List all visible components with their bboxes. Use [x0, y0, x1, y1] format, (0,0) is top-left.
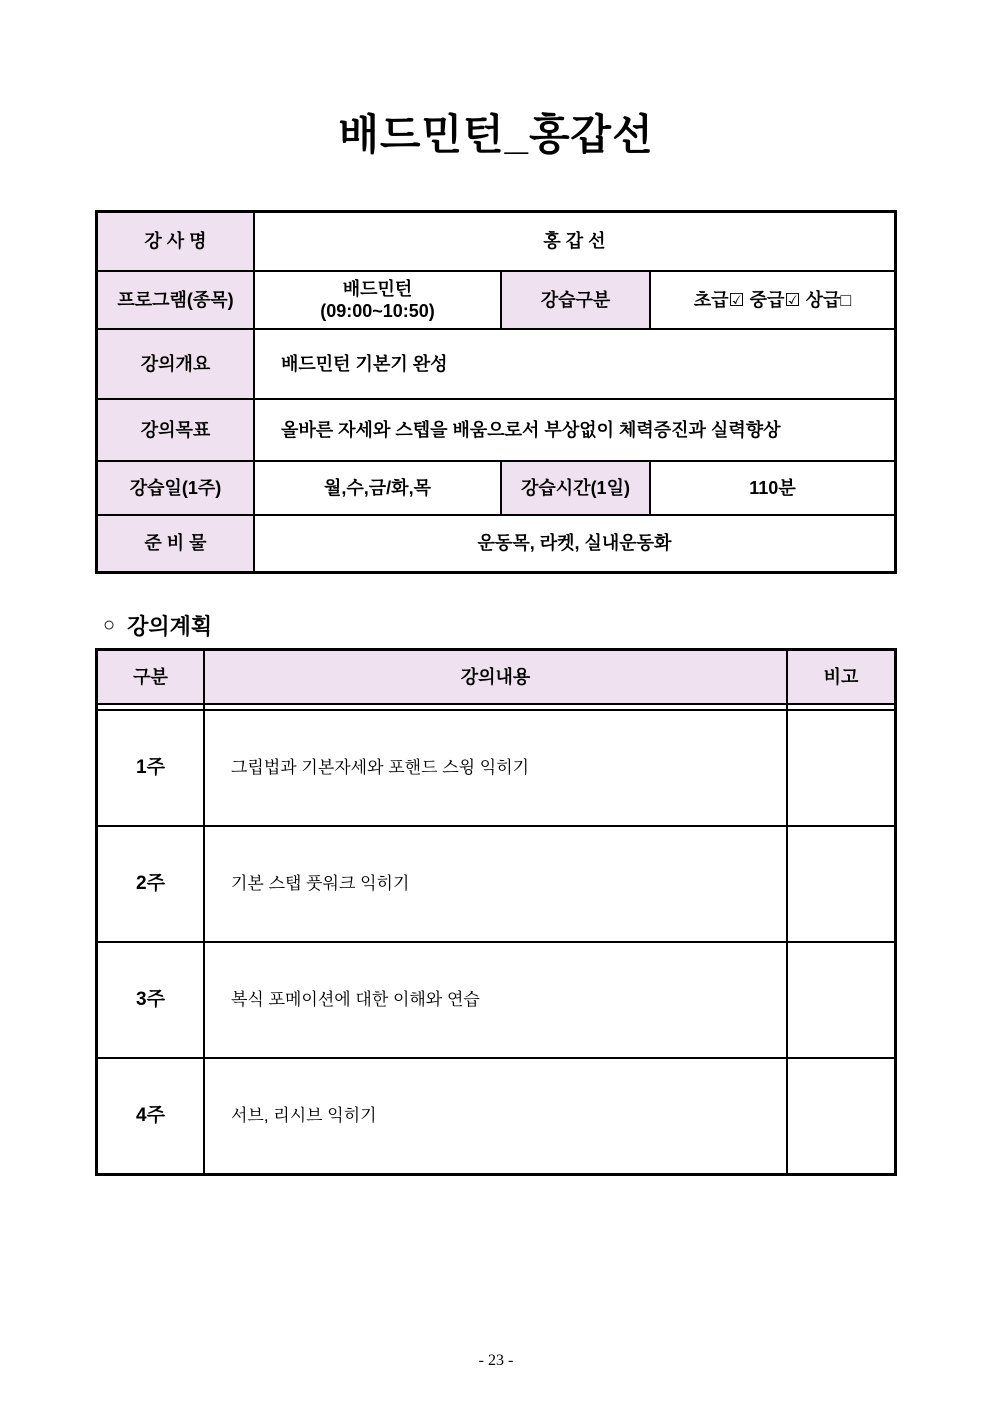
lecture-plan-heading	[103, 610, 212, 641]
days-value: 월,수,금/화,목	[255, 462, 502, 516]
plan-header-content: 강의내용	[205, 651, 788, 705]
program-time: (09:00~10:50)	[320, 301, 435, 321]
lecture-plan-table	[95, 648, 897, 1176]
instructor-value: 홍 갑 선	[255, 213, 894, 272]
program-name-lines	[320, 278, 435, 323]
days-label: 강습일(1주)	[98, 462, 255, 516]
plan-row-content: 서브, 리시브 익히기	[205, 1059, 788, 1173]
plan-row-content: 복식 포메이션에 대한 이해와 연습	[205, 943, 788, 1059]
plan-row-week: 4주	[98, 1059, 205, 1173]
page-number: - 23 -	[478, 1352, 514, 1369]
overview-label: 강의개요	[98, 330, 255, 400]
program-name-time	[255, 272, 502, 330]
duration-label: 강습시간(1일)	[502, 462, 651, 516]
class-level-checkboxes: 초급☑ 중급☑ 상급□	[651, 272, 894, 330]
duration-value: 110분	[651, 462, 894, 516]
course-info-table	[95, 210, 897, 574]
plan-row-note	[788, 827, 894, 943]
materials-value: 운동목, 라켓, 실내운동화	[477, 533, 672, 554]
circle-bullet-icon: ○	[103, 614, 116, 636]
page-title: 배드민턴_홍갑선	[338, 111, 654, 158]
plan-header-week: 구분	[98, 651, 205, 705]
plan-row-week: 2주	[98, 827, 205, 943]
plan-row-week: 1주	[98, 711, 205, 827]
plan-row-note	[788, 943, 894, 1059]
materials-label: 준 비 물	[98, 516, 255, 571]
class-level-label: 강습구분	[502, 272, 651, 330]
overview-value: 배드민턴 기본기 완성	[255, 330, 894, 400]
plan-row-note	[788, 711, 894, 827]
program-label: 프로그램(종목)	[98, 272, 255, 330]
lecture-plan-heading-text: 강의계획	[127, 614, 213, 639]
program-name: 배드민턴	[342, 278, 413, 299]
objective-label: 강의목표	[98, 400, 255, 462]
plan-row-note	[788, 1059, 894, 1173]
plan-row-content: 기본 스탭 풋워크 익히기	[205, 827, 788, 943]
instructor-label: 강 사 명	[98, 213, 255, 272]
plan-row-content: 그립법과 기본자세와 포핸드 스윙 익히기	[205, 711, 788, 827]
plan-row-week: 3주	[98, 943, 205, 1059]
objective-value: 올바른 자세와 스텝을 배움으로서 부상없이 체력증진과 실력향상	[255, 400, 894, 462]
plan-header-note: 비고	[788, 651, 894, 705]
